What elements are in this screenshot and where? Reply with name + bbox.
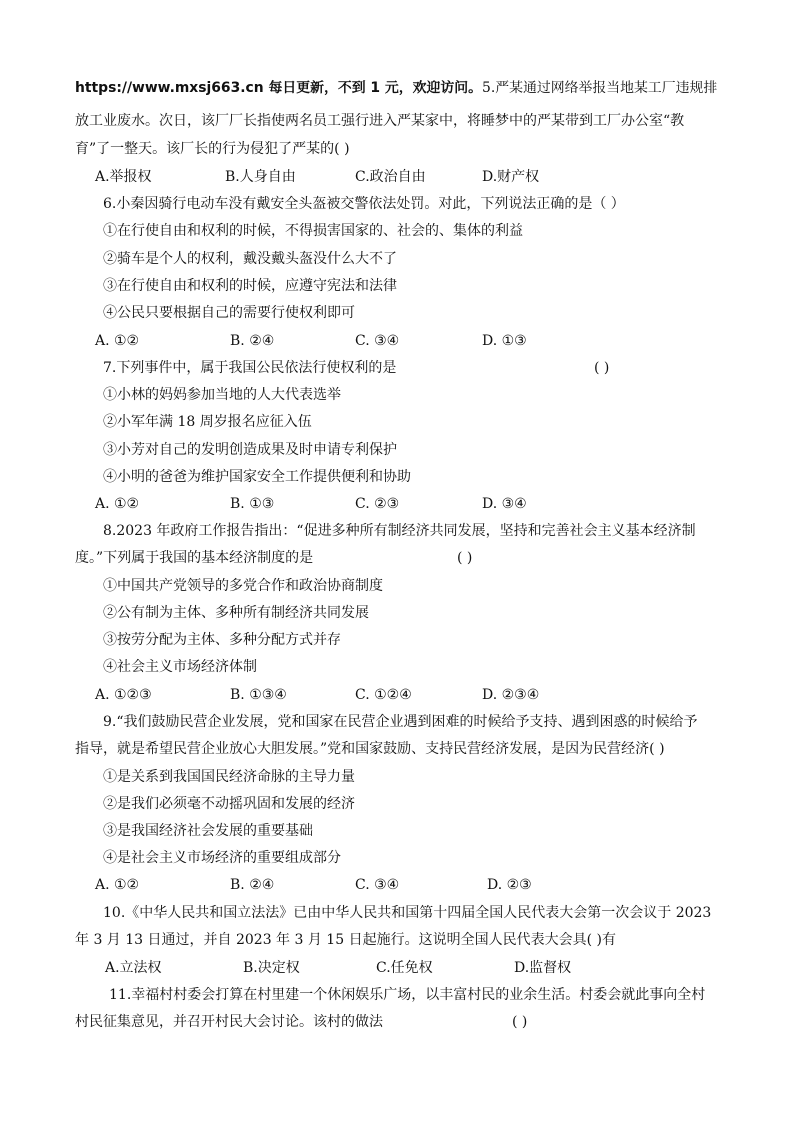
q7-answer-paren: ( ) [594, 360, 610, 376]
q7-option-d[interactable]: D. ③④ [482, 496, 527, 512]
q6-item-4: ④公民只要根据自己的需要行使权利即可 [103, 305, 355, 321]
q8-option-d[interactable]: D. ②③④ [482, 687, 540, 703]
q6-option-c[interactable]: C. ③④ [355, 333, 400, 349]
q11-answer-paren: ( ) [512, 1014, 528, 1030]
q8-answer-paren: ( ) [457, 550, 473, 566]
q6-item-1: ①在行使自由和权利的时候，不得损害国家的、社会的、集体的利益 [103, 223, 523, 239]
q8-item-1: ①中国共产党领导的多党合作和政治协商制度 [103, 578, 383, 594]
q9-line2: 指导，就是希望民营企业放心大胆发展。”党和国家鼓励、支持民营经济发展，是因为民营经济( ) [75, 741, 665, 757]
q10-option-c[interactable]: C.任免权 [376, 960, 433, 976]
q7-item-4: ④小明的爸爸为维护国家安全工作提供便利和协助 [103, 469, 411, 485]
q9-line1: 9.“我们鼓励民营企业发展，党和国家在民营企业遇到困难的时候给予支持、遇到困惑的时候给予 [103, 714, 698, 730]
q8-item-4: ④社会主义市场经济体制 [103, 659, 257, 675]
q5-option-b[interactable]: B.人身自由 [225, 169, 296, 185]
q7-item-3: ③小芳对自己的发明创造成果及时申请专利保护 [103, 442, 397, 458]
header-url[interactable]: https://www.mxsj663.cn [75, 80, 264, 96]
q7-option-c[interactable]: C. ②③ [355, 496, 400, 512]
q8-item-2: ②公有制为主体、多种所有制经济共同发展 [103, 605, 369, 621]
q9-option-a[interactable]: A. ①② [95, 877, 140, 893]
q10-line2: 年 3 月 13 日通过，并自 2023 年 3 月 15 日起施行。这说明全国人民代表大会具( )有 [75, 932, 616, 948]
header-line [75, 78, 717, 98]
q8-line2: 度。”下列属于我国的基本经济制度的是 [75, 550, 314, 566]
q9-item-3: ③是我国经济社会发展的重要基础 [103, 823, 313, 839]
q10-line1: 10.《中华人民共和国立法法》已由中华人民共和国第十四届全国人民代表大会第一次会议于 2023 [103, 905, 712, 921]
q11-line2: 村民征集意见，并召开村民大会讨论。该村的做法 [75, 1014, 383, 1030]
q10-option-b[interactable]: B.决定权 [243, 960, 300, 976]
q9-item-2: ②是我们必须毫不动摇巩固和发展的经济 [103, 796, 355, 812]
q6-option-a[interactable]: A. ①② [95, 333, 140, 349]
q7-option-b[interactable]: B. ①③ [230, 496, 275, 512]
q9-option-b[interactable]: B. ②④ [230, 877, 275, 893]
q6-item-2: ②骑车是个人的权利，戴没戴头盔没什么大不了 [103, 251, 397, 267]
q5-option-a[interactable]: A.举报权 [95, 169, 152, 185]
q7-item-2: ②小军年满 18 周岁报名应征入伍 [103, 414, 312, 430]
q5-option-d[interactable]: D.财产权 [482, 169, 540, 185]
q8-line1: 8.2023 年政府工作报告指出：“促进多种所有制经济共同发展，坚持和完善社会主义基本经济制 [103, 523, 696, 539]
q6-item-3: ③在行使自由和权利的时候，应遵守宪法和法律 [103, 278, 397, 294]
q8-option-b[interactable]: B. ①③④ [230, 687, 287, 703]
q10-option-a[interactable]: A.立法权 [105, 960, 162, 976]
q5-line2: 放工业废水。次日，该厂厂长指使两名员工强行进入严某家中，将睡梦中的严某带到工厂办公室“教 [75, 113, 685, 129]
q6-option-b[interactable]: B. ②④ [230, 333, 275, 349]
q5-line3: 育”了一整天。该厂长的行为侵犯了严某的( ) [75, 141, 350, 157]
q7-stem: 7.下列事件中，属于我国公民依法行使权利的是 [103, 360, 397, 376]
q9-item-1: ①是关系到我国国民经济命脉的主导力量 [103, 769, 355, 785]
q11-line1: 11.幸福村村委会打算在村里建一个休闲娱乐广场，以丰富村民的业余生活。村委会就此事向全村 [109, 987, 706, 1003]
q9-option-c[interactable]: C. ③④ [355, 877, 400, 893]
q8-option-c[interactable]: C. ①②④ [355, 687, 412, 703]
q9-option-d[interactable]: D. ②③ [487, 877, 532, 893]
q10-option-d[interactable]: D.监督权 [514, 960, 572, 976]
q7-item-1: ①小林的妈妈参加当地的人大代表选举 [103, 387, 341, 403]
q8-item-3: ③按劳分配为主体、多种分配方式并存 [103, 632, 341, 648]
q5-option-c[interactable]: C.政治自由 [355, 169, 426, 185]
header-notice: 每日更新，不到 1 元，欢迎访问。 [263, 80, 483, 96]
q8-option-a[interactable]: A. ①②③ [95, 687, 152, 703]
q6-stem: 6.小秦因骑行电动车没有戴安全头盔被交警依法处罚。对此，下列说法正确的是（ ） [103, 196, 625, 212]
q7-option-a[interactable]: A. ①② [95, 496, 140, 512]
q5-start: 5.严某通过网络举报当地某工厂违规排 [482, 80, 718, 96]
q9-item-4: ④是社会主义市场经济的重要组成部分 [103, 850, 341, 866]
q6-option-d[interactable]: D. ①③ [482, 333, 527, 349]
